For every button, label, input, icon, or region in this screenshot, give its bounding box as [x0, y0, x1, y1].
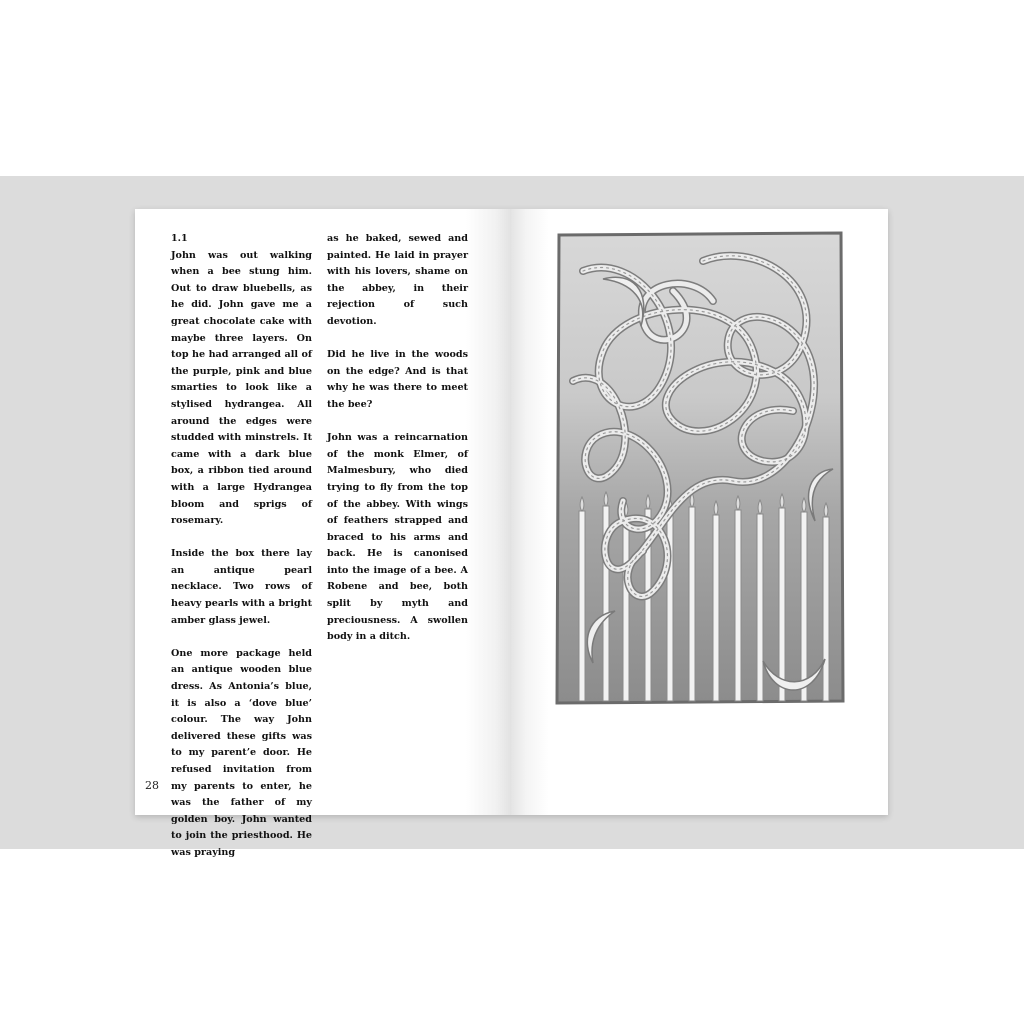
section-label: 1.1	[171, 233, 188, 244]
page-number: 28	[145, 779, 159, 792]
paragraph: One more package held an antique wooden blue dress. As Antonia’s blue, it is also a ‘dove blue’ colour. The way John delivered these gifts was to my parent’e door. He refused invitation from my parents to enter, he was the father of my golden boy. John wanted to join the priesthood. He was praying	[171, 647, 312, 858]
text-column-2	[327, 231, 468, 646]
candle	[757, 500, 763, 701]
paragraph: John was a reincarnation of the monk Elmer, of Malmesbury, who died trying to fly from the top of the abbey. With wings of feathers strapped and braced to his arms and back. He is canonised into the image of a bee. A Robene and bee, both split by myth and preciousness. A swollen body in a ditch.	[327, 432, 468, 643]
left-page	[135, 209, 511, 858]
open-book-spread	[135, 209, 888, 858]
candle	[623, 502, 629, 701]
candle	[603, 492, 609, 701]
paragraph: Did he live in the woods on the edge? And is that why he was there to meet the bee?	[327, 349, 468, 410]
paragraph: Inside the box there lay an antique pearl necklace. Two rows of heavy pearls with a bright amber glass jewel.	[171, 548, 312, 626]
right-page	[511, 209, 888, 815]
paragraph-text: John was out walking when a bee stung him. Out to draw bluebells, as he did. John gave me a great chocolate cake with maybe three layers. On top he had arranged all of the purple, pink and blue smarties to look like a stylised hydrangea. All around the edges were studded with minstrels. It came with a dark blue box, a ribbon tied around with a large Hydrangea bloom and sprigs of rosemary.	[171, 249, 312, 527]
candle	[779, 494, 785, 701]
candle	[823, 503, 829, 701]
candle	[713, 501, 719, 701]
candle	[667, 499, 673, 701]
candle	[735, 496, 741, 701]
candle	[579, 497, 585, 701]
paragraph	[171, 231, 312, 530]
paragraph: as he baked, sewed and painted. He laid in prayer with his lovers, shame on the abbey, in their rejection of such devotion.	[327, 233, 468, 327]
illustration	[553, 231, 845, 706]
text-column-1	[171, 231, 312, 862]
candle	[689, 493, 695, 701]
candle	[801, 498, 807, 701]
